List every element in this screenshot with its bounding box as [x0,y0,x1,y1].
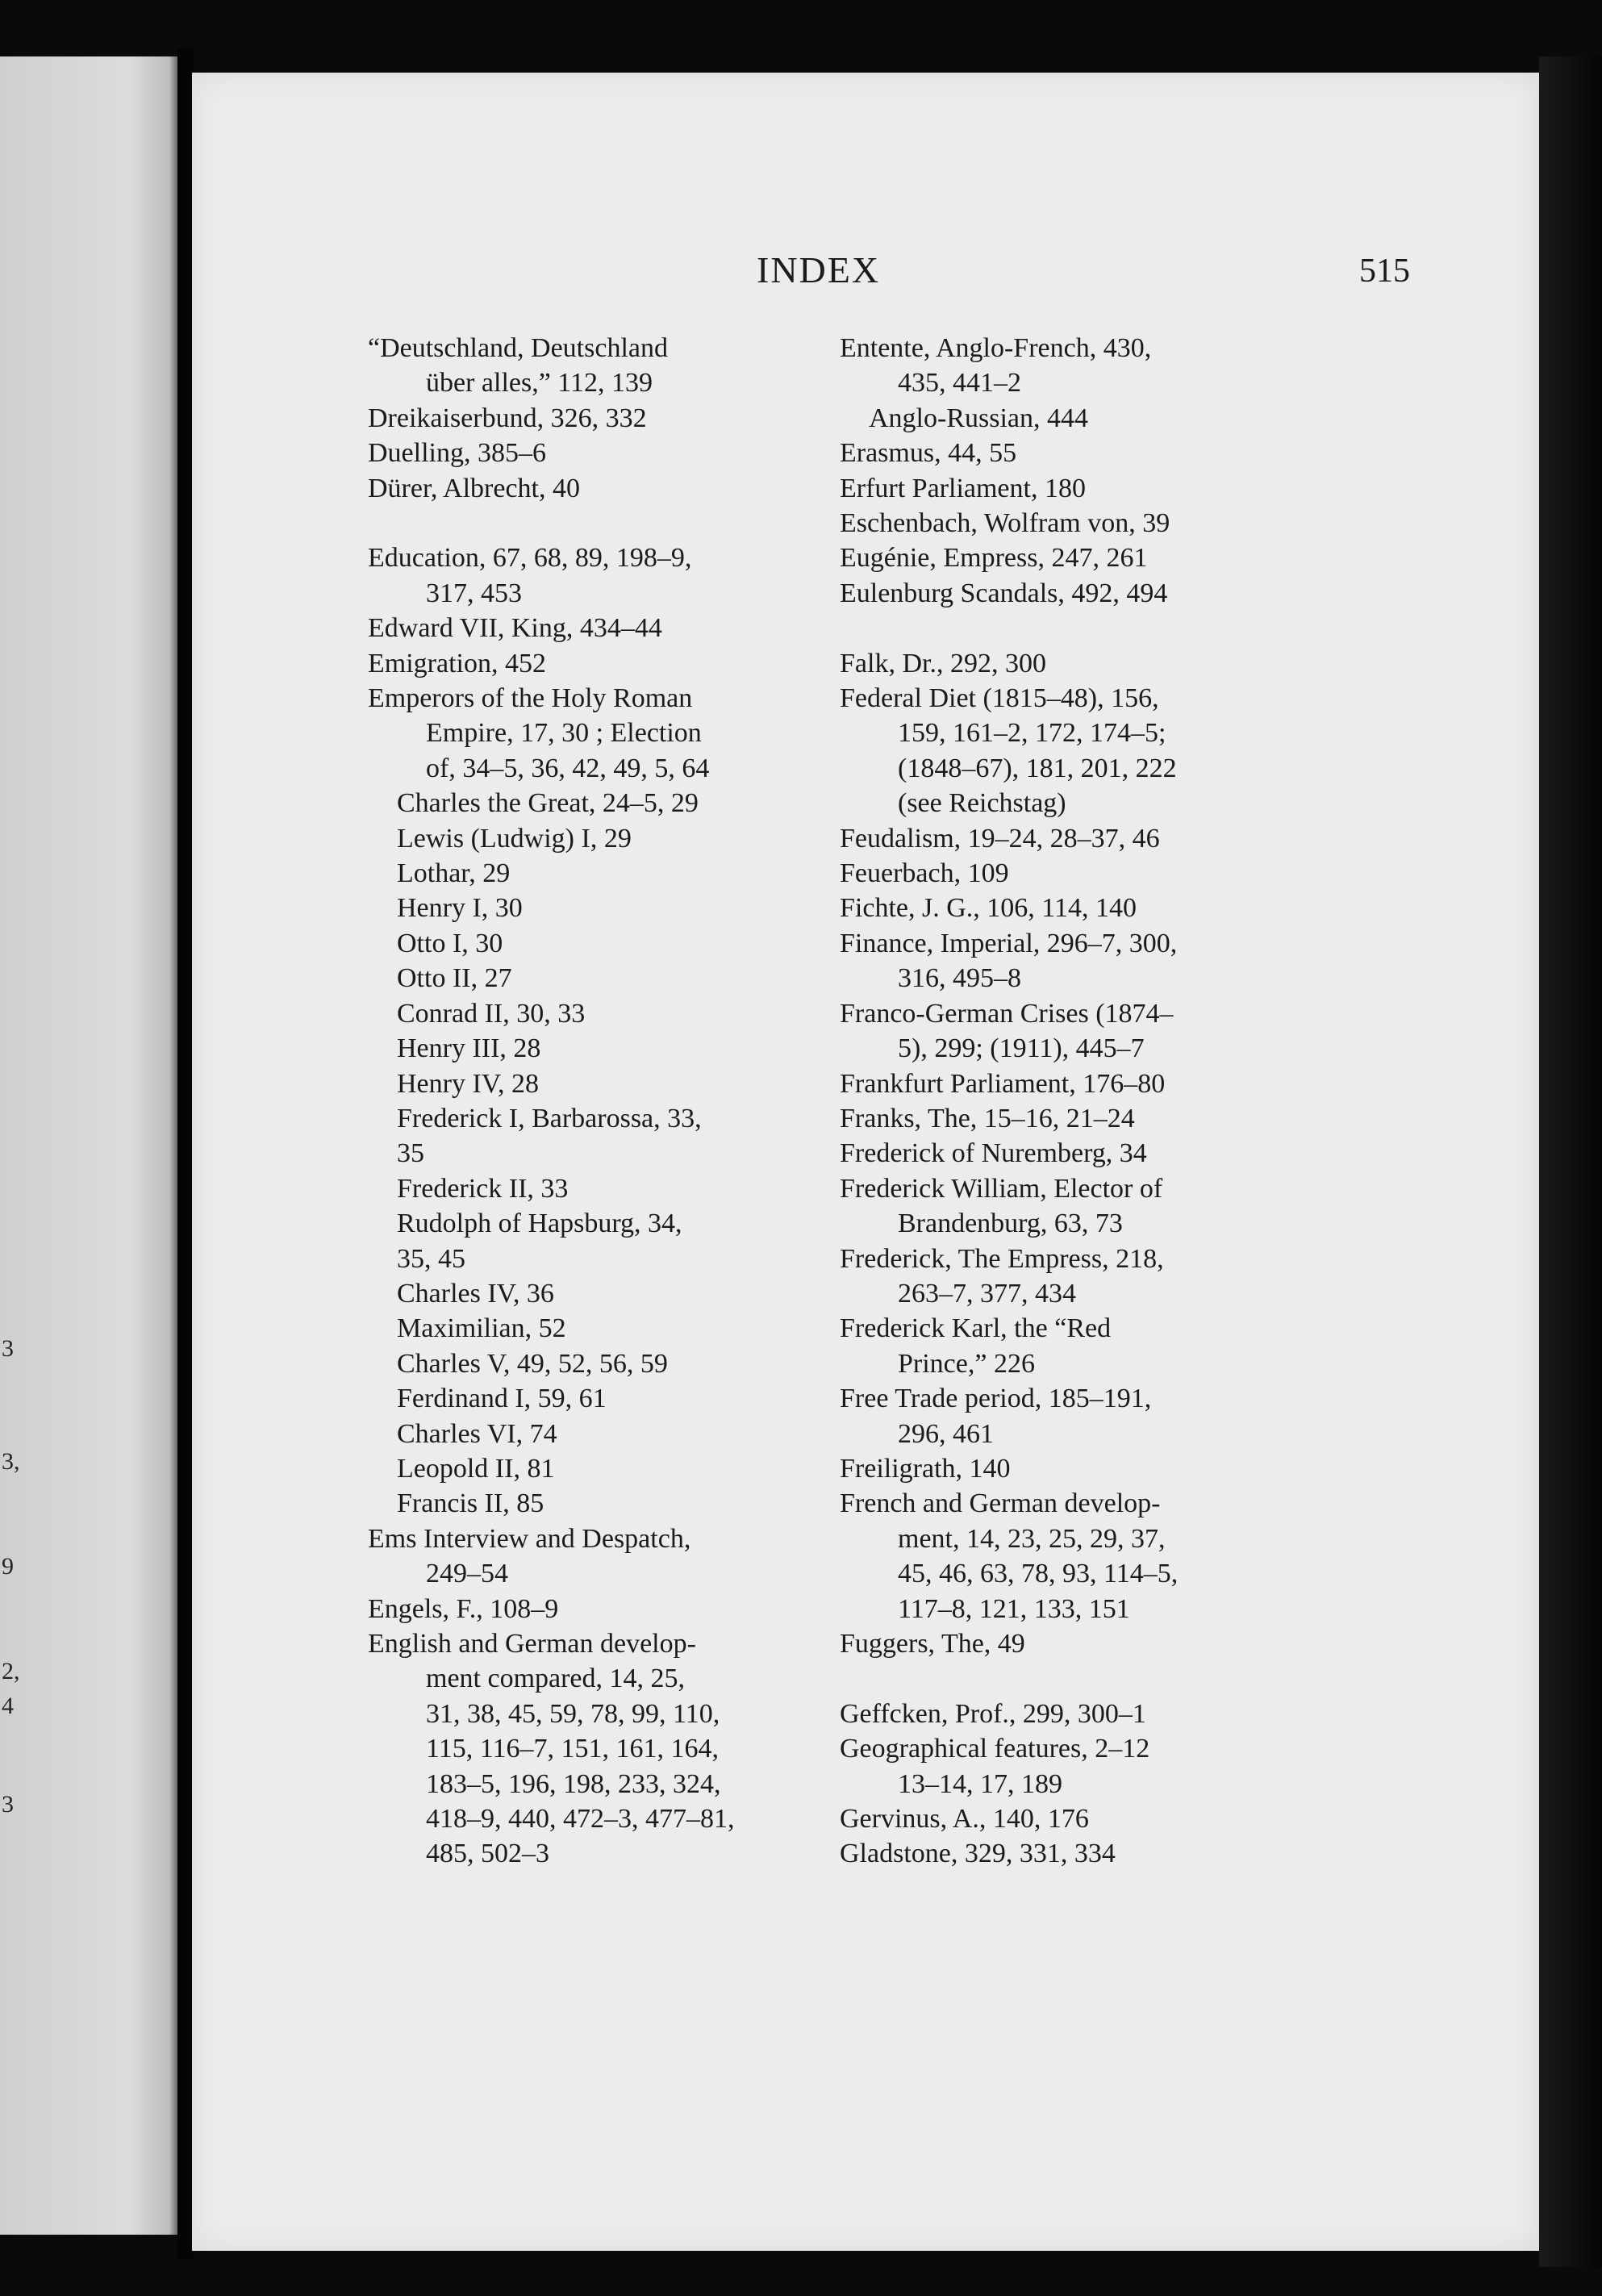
index-entry: Frederick William, Elector of [840,1173,1163,1204]
index-entry: Charles V, 49, 52, 56, 59 [397,1348,668,1379]
index-entry: Gladstone, 329, 331, 334 [840,1839,1116,1869]
index-entry: 13–14, 17, 189 [898,1768,1062,1799]
index-entry: Gervinus, A., 140, 176 [840,1804,1089,1835]
index-entry: Eschenbach, Wolfram von, 39 [840,508,1170,539]
index-entry: Conrad II, 30, 33 [397,998,586,1029]
index-entry: Henry I, 30 [397,893,523,924]
index-entry: Charles IV, 36 [397,1278,554,1309]
index-entry: Frederick I, Barbarossa, 33, [397,1103,702,1133]
index-entry: Rudolph of Hapsburg, 34, [397,1209,682,1239]
entry-gap [368,506,795,541]
index-entry: Fuggers, The, 49 [840,1629,1025,1659]
index-entry: Charles VI, 74 [397,1418,557,1449]
index-entry: Empire, 17, 30 ; Election [426,718,702,749]
index-entry: Maximilian, 52 [397,1313,566,1344]
index-entry: Henry III, 28 [397,1033,541,1064]
index-entry: 159, 161–2, 172, 174–5; [898,718,1166,749]
page-number: 515 [1359,253,1410,290]
index-entry: 35 [397,1138,424,1169]
index-entry: Fichte, J. G., 106, 114, 140 [840,893,1137,924]
index-entry: Feudalism, 19–24, 28–37, 46 [840,823,1160,854]
index-entry: Emperors of the Holy Roman [368,683,693,714]
index-entry: 5), 299; (1911), 445–7 [898,1033,1145,1064]
facing-page-fragment: 3 [2,1335,14,1362]
index-entry: Geographical features, 2–12 [840,1734,1150,1764]
index-entry: Finance, Imperial, 296–7, 300, [840,928,1178,958]
facing-page-fragment: 4 [2,1693,14,1719]
index-column-left [368,331,795,1872]
index-entry: Frederick of Nuremberg, 34 [840,1138,1147,1169]
index-entry: Brandenburg, 63, 73 [898,1209,1123,1239]
book-spine [177,48,194,2259]
index-entry: 317, 453 [426,578,522,608]
index-entry: Feuerbach, 109 [840,858,1009,889]
index-entry: “Deutschland, Deutschland [368,333,668,363]
index-entry: Entente, Anglo-French, 430, [840,333,1152,363]
index-entry: Henry IV, 28 [397,1068,539,1099]
index-entry: Engels, F., 108–9 [368,1593,559,1624]
index-entry: Francis II, 85 [397,1488,544,1519]
index-entry: Prince,” 226 [898,1348,1035,1379]
index-entry: Anglo-Russian, 444 [869,403,1088,433]
index-entry: 316, 495–8 [898,963,1021,994]
entry-gap [840,1661,1267,1696]
index-entry: 45, 46, 63, 78, 93, 114–5, [898,1559,1179,1589]
page-edge-shadow [1539,56,1602,2267]
running-header [192,248,1539,297]
index-entry: Falk, Dr., 292, 300 [840,648,1046,678]
index-entry: Leopold II, 81 [397,1453,555,1484]
index-entry: 296, 461 [898,1418,994,1449]
index-entry: 249–54 [426,1559,508,1589]
index-page [192,73,1539,2251]
index-entry: 263–7, 377, 434 [898,1278,1076,1309]
index-entry: Eugénie, Empress, 247, 261 [840,543,1148,574]
index-entry: 115, 116–7, 151, 161, 164, [426,1734,719,1764]
index-entry: Edward VII, King, 434–44 [368,613,662,644]
index-entry: Otto I, 30 [397,928,503,958]
page-title: INDEX [757,249,881,290]
index-entry: (1848–67), 181, 201, 222 [898,753,1177,783]
entry-gap [840,611,1267,645]
index-column-right [840,331,1267,1872]
index-entry: Frederick, The Empress, 218, [840,1243,1164,1274]
index-entry: 35, 45 [397,1243,465,1274]
index-entry: 435, 441–2 [898,368,1021,399]
facing-page-edge [0,56,184,2235]
index-entry: Geffcken, Prof., 299, 300–1 [840,1698,1146,1729]
index-entry: Education, 67, 68, 89, 198–9, [368,543,692,574]
index-entry: Franks, The, 15–16, 21–24 [840,1103,1135,1133]
facing-page-fragment: 3, [2,1448,20,1475]
index-entry: Dreikaiserbund, 326, 332 [368,403,647,433]
facing-page-fragment: 3 [2,1791,14,1818]
index-entry: Erfurt Parliament, 180 [840,473,1086,503]
index-entry: Frederick II, 33 [397,1173,569,1204]
index-entry: Charles the Great, 24–5, 29 [397,788,699,819]
facing-page-fragment: 9 [2,1553,14,1580]
index-entry: Ferdinand I, 59, 61 [397,1384,607,1414]
index-entry: Franco-German Crises (1874– [840,998,1174,1029]
index-entry: Federal Diet (1815–48), 156, [840,683,1159,714]
index-entry: über alles,” 112, 139 [426,368,653,399]
index-entry: Ems Interview and Despatch, [368,1523,691,1554]
index-entry: ment compared, 14, 25, [426,1664,686,1694]
index-entry: Lewis (Ludwig) I, 29 [397,823,632,854]
index-entry: Lothar, 29 [397,858,511,889]
index-entry: 485, 502–3 [426,1839,549,1869]
index-entry: 31, 38, 45, 59, 78, 99, 110, [426,1698,720,1729]
index-entry: Free Trade period, 185–191, [840,1384,1152,1414]
facing-page-fragment: 2, [2,1658,20,1684]
index-entry: Emigration, 452 [368,648,546,678]
index-entry: of, 34–5, 36, 42, 49, 5, 64 [426,753,710,783]
index-entry: Eulenburg Scandals, 492, 494 [840,578,1168,608]
index-entry: Frederick Karl, the “Red [840,1313,1112,1344]
index-entry: 183–5, 196, 198, 233, 324, [426,1768,721,1799]
index-entry: Erasmus, 44, 55 [840,438,1017,469]
index-entry: 117–8, 121, 133, 151 [898,1593,1130,1624]
index-entry: Otto II, 27 [397,963,512,994]
index-entry: Freiligrath, 140 [840,1453,1011,1484]
index-entry: English and German develop- [368,1629,696,1659]
index-entry: 418–9, 440, 472–3, 477–81, [426,1804,735,1835]
index-entry: Duelling, 385–6 [368,438,546,469]
index-entry: Dürer, Albrecht, 40 [368,473,581,503]
index-entry: ment, 14, 23, 25, 29, 37, [898,1523,1166,1554]
index-entry: Frankfurt Parliament, 176–80 [840,1068,1166,1099]
index-entry: French and German develop- [840,1488,1161,1519]
index-entry: (see Reichstag) [898,788,1066,819]
